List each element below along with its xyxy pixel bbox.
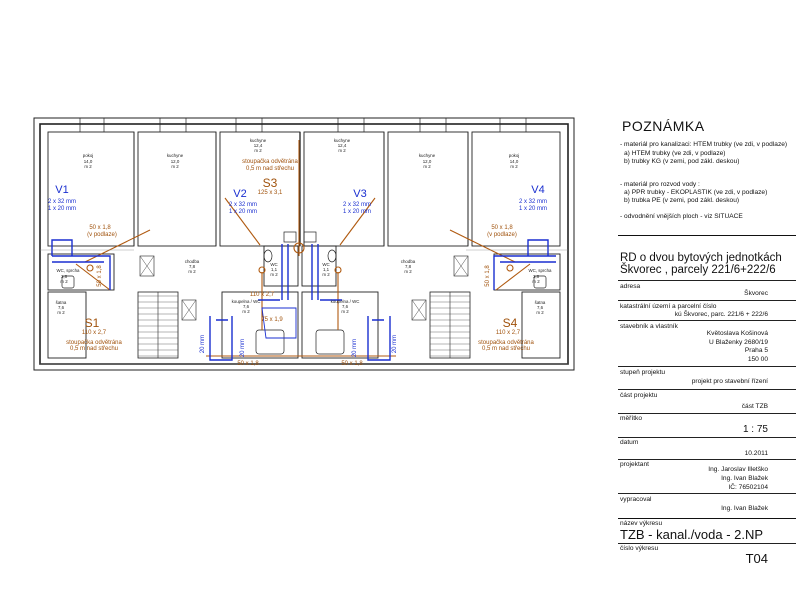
date-value: 10.2011 (744, 450, 768, 457)
room-unit: m 2 (338, 148, 346, 153)
room-wc-sprcha-right-area: 3,8 (532, 274, 540, 279)
pipe-50-bottom-left: 50 x 1,8 (237, 361, 259, 367)
address-value: Škvorec (744, 290, 768, 297)
note-line: b) trubky KG (v zemi, pod zákl. deskou) (624, 158, 740, 165)
pipe-50-vert-left: 50 x 1,8 (97, 265, 103, 287)
stage-label: stupeň projektu (620, 369, 666, 376)
room-chodba-left-area: 7,8 (188, 264, 196, 269)
stack-s1-note1: stoupačka odvětrána (66, 340, 122, 346)
divider (618, 518, 796, 519)
room-koupelna-left-area: 7,6 (242, 304, 250, 309)
part-label: část projektu (620, 392, 658, 399)
owner-line: 150 00 (747, 355, 768, 363)
room-unit: m 2 (57, 310, 65, 315)
room-unit: m 2 (536, 310, 544, 315)
room-unit: m 2 (84, 164, 92, 169)
room-satna-left: šatna (55, 300, 67, 305)
note-line: b) trubka PE (v zemi, pod zákl. deskou) (624, 197, 740, 204)
scale-value: 1 : 75 (742, 424, 768, 435)
room-unit: m 2 (188, 269, 196, 274)
room-unit: m 2 (510, 164, 518, 169)
designer-label: projektant (620, 461, 649, 468)
owner-label: stavebník a vlastník (620, 323, 678, 330)
address-label: adresa (620, 283, 641, 290)
room-satna-right-area: 7,6 (536, 305, 544, 310)
pipe-20mm-left: 20 mm (240, 338, 246, 358)
room-kuchyne-center-right-area: 12,4 (337, 143, 347, 148)
note-line: - materiál pro kanalizaci: HTEM trubky (ve zdi, v podlaze) (620, 141, 788, 148)
pipe-50-bottom-right: 50 x 1,8 (341, 361, 363, 367)
info-panel (596, 0, 800, 600)
cadastre-value: kú Škvorec, parc. 221/6 + 222/6 (674, 311, 768, 318)
pipe-50-left-note: (v podlaze) (87, 232, 117, 238)
divider (618, 543, 796, 544)
room-kuchyne-center-left-area: 12,4 (253, 143, 263, 148)
pipe-50-right-note: (v podlaze) (487, 232, 517, 238)
title-block-top-rule (618, 235, 796, 236)
divider (618, 493, 796, 494)
designer-line: Ing. Ivan Blažek (721, 475, 768, 482)
room-unit: m 2 (532, 279, 540, 284)
drawing-number-label: číslo výkresu (620, 545, 659, 552)
room-wc-sprcha-left: WC, sprcha (56, 268, 80, 273)
room-kuchyne-center-right: kuchyne (333, 138, 351, 143)
room-wc-left: WC (270, 262, 278, 267)
room-unit: m 2 (404, 269, 412, 274)
riser-v1-line1: 2 x 32 mm (47, 199, 77, 205)
room-unit: m 2 (341, 309, 349, 314)
room-kuchyne-right: kuchyne (418, 153, 436, 158)
pipe-50-vert-right: 50 x 1,8 (485, 265, 491, 287)
divider (618, 389, 796, 390)
pipe-20mm-far-right: 20 mm (392, 334, 398, 354)
room-wc-left-area: 1,1 (270, 267, 278, 272)
room-kuchyne-center-left: kuchyne (249, 138, 267, 143)
room-unit: m 2 (423, 164, 431, 169)
stack-s1-name: S1 (84, 316, 100, 330)
room-pokoj-left: pokoj (82, 153, 94, 158)
divider (618, 280, 796, 281)
divider (618, 459, 796, 460)
project-name-line1: RD o dvou bytových jednotkách (620, 252, 782, 264)
owner-line: U Blaženky 2680/19 (708, 338, 768, 346)
room-wc-right-area: 1,1 (322, 267, 330, 272)
designer-line: IČ: 76502104 (728, 484, 768, 491)
stack-s1-size: 110 x 2,7 (81, 330, 107, 336)
riser-v2-line1: 2 x 32 mm (228, 202, 258, 208)
pipe-20mm-far-left: 20 mm (200, 334, 206, 354)
room-kuchyne-right-area: 12,0 (422, 159, 432, 164)
drawing-name-label: název výkresu (620, 520, 663, 527)
stack-s4-note1: stoupačka odvětrána (478, 340, 534, 346)
note-line: a) PPR trubky - EKOPLASTIK (ve zdi, v podlaze) (624, 189, 768, 196)
room-koupelna-right: koupelna / WC (330, 299, 360, 304)
owner-line: Praha 5 (744, 347, 768, 354)
drainage-pipes (76, 140, 530, 356)
room-unit: m 2 (242, 309, 250, 314)
date-label: datum (620, 439, 639, 446)
stack-s1-note2: 0,5 m nad střechu (69, 346, 119, 352)
room-wc-sprcha-right: WC, sprcha (528, 268, 552, 273)
room-pokoj-left-area: 14,0 (83, 159, 93, 164)
stack-s4-note2: 0,5 m nad střechu (481, 346, 531, 352)
room-pokoj-right: pokoj (508, 153, 520, 158)
room-chodba-right: chodba (400, 259, 416, 264)
divider (618, 437, 796, 438)
divider (618, 366, 796, 367)
pipe-50-left: 50 x 1,8 (89, 225, 111, 231)
riser-v2-name: V2 (233, 188, 247, 200)
divider (618, 300, 796, 301)
riser-v1-name: V1 (55, 184, 69, 196)
room-unit: m 2 (270, 272, 278, 277)
pipe-50-right: 50 x 1,8 (491, 225, 513, 231)
stack-s4-size: 110 x 2,7 (495, 330, 521, 336)
stack-s3-size: 125 x 3,1 (257, 190, 283, 196)
drawing-number-value: T04 (745, 551, 768, 566)
stage-value: projekt pro stavební řízení (691, 378, 768, 385)
scale-label: měřítko (620, 415, 642, 422)
stack-s3-note2: 0,5 m nad střechu (245, 166, 295, 172)
room-satna-left-area: 7,6 (57, 305, 65, 310)
stack-s3-note1: stoupačka odvětrána (242, 159, 298, 165)
room-chodba-right-area: 7,8 (404, 264, 412, 269)
divider (618, 320, 796, 321)
room-satna-right: šatna (534, 300, 546, 305)
stack-s3-name: S3 (262, 176, 278, 190)
room-kuchyne-left: kuchyne (166, 153, 184, 158)
riser-v3-name: V3 (353, 188, 367, 200)
riser-v1-line2: 1 x 20 mm (47, 206, 77, 212)
part-value: část TZB (741, 403, 768, 410)
cadastre-label: katastrální území a parcelní číslo (620, 303, 717, 310)
riser-v4-line2: 1 x 20 mm (518, 206, 548, 212)
riser-v3-line1: 2 x 32 mm (342, 202, 372, 208)
riser-v4-line1: 2 x 32 mm (518, 199, 548, 205)
room-unit: m 2 (171, 164, 179, 169)
note-line: a) HTEM trubky (ve zdi, v podlaze) (624, 150, 726, 157)
room-unit: m 2 (322, 272, 330, 277)
project-name-line2: Škvorec , parcely 221/6+222/6 (620, 264, 776, 276)
drafter-label: vypracoval (620, 496, 652, 503)
pipe-75-center: 75 x 1,9 (261, 317, 283, 323)
walls (34, 118, 574, 370)
room-pokoj-right-area: 14,0 (509, 159, 519, 164)
room-koupelna-right-area: 7,6 (341, 304, 349, 309)
pipe-110-center: 110 x 2,7 (249, 292, 275, 298)
room-wc-sprcha-left-area: 3,8 (60, 274, 68, 279)
drafter-value: Ing. Ivan Blažek (721, 505, 768, 512)
designer-line: Ing. Jaroslav Illetško (708, 466, 768, 473)
stack-s4-name: S4 (502, 316, 518, 330)
stair-treads (138, 296, 470, 356)
riser-v4-name: V4 (531, 184, 545, 196)
divider (618, 413, 796, 414)
room-kuchyne-left-area: 12,0 (170, 159, 180, 164)
room-wc-right: WC (322, 262, 330, 267)
room-koupelna-left: koupelna / WC (231, 299, 261, 304)
room-chodba-left: chodba (184, 259, 200, 264)
pipe-20mm-right: 20 mm (352, 338, 358, 358)
note-line: - materiál pro rozvod vody : (620, 181, 700, 188)
drawing-name-value: TZB - kanal./voda - 2.NP (620, 527, 764, 542)
notes-title: POZNÁMKA (622, 118, 705, 134)
riser-v3-line2: 1 x 20 mm (342, 209, 372, 215)
owner-line: Květoslava Košinová (706, 330, 768, 337)
room-unit: m 2 (60, 279, 68, 284)
note-line: - odvodnění vnějších ploch - viz SITUACE (620, 213, 743, 220)
riser-v2-line2: 1 x 20 mm (228, 209, 258, 215)
room-unit: m 2 (254, 148, 262, 153)
